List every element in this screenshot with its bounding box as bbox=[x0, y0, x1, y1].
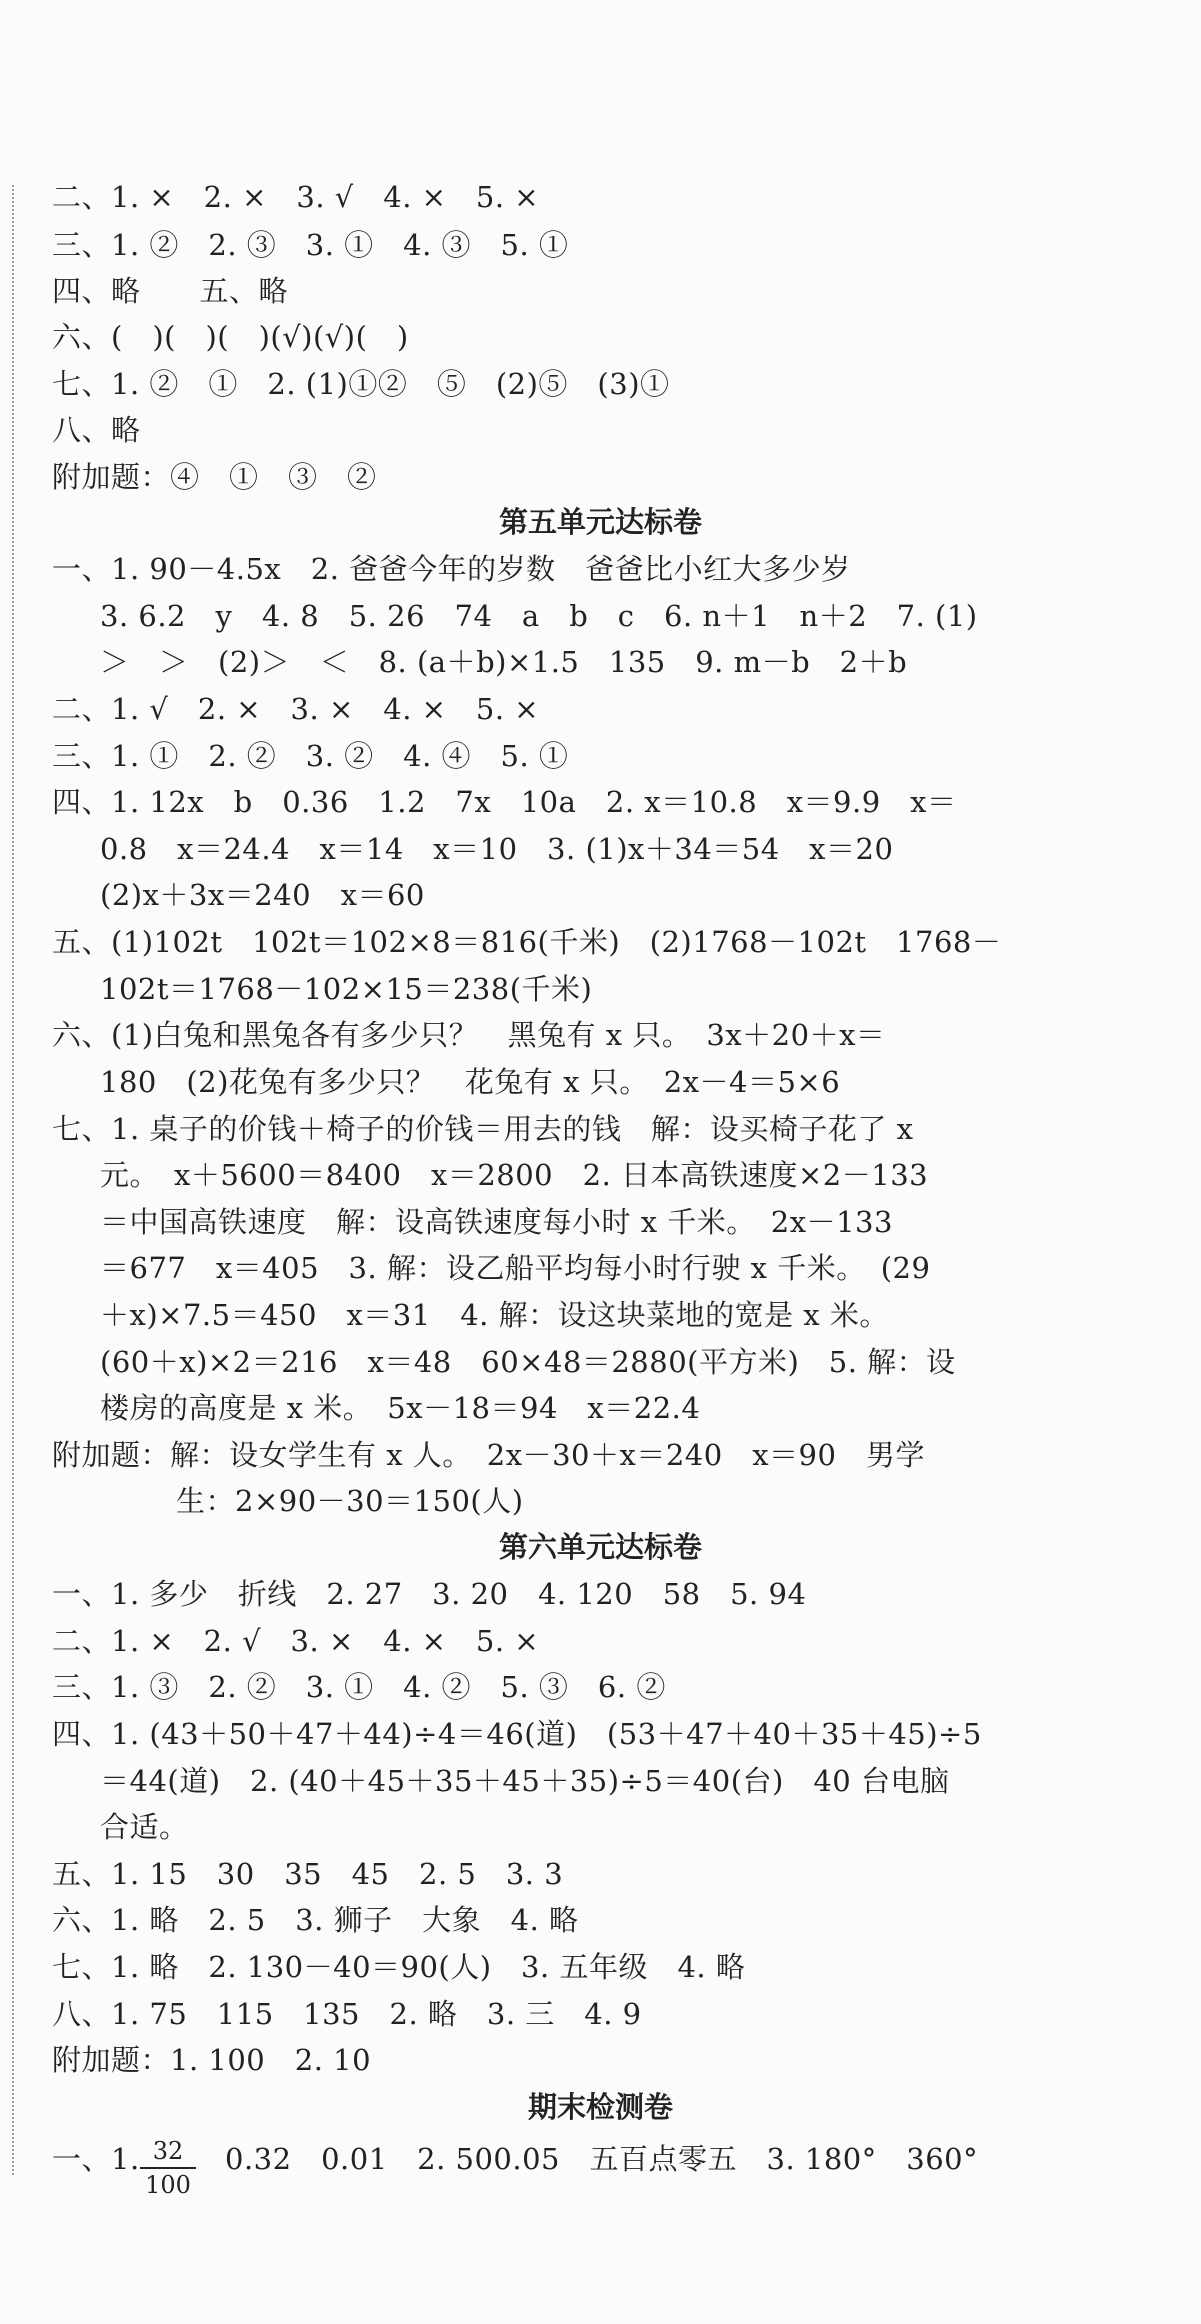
answer-line: 元。 x＋5600＝8400 x＝2800 2. 日本高铁速度×2－133 bbox=[100, 1158, 929, 1192]
answer-line: ＝中国高铁速度 解：设高铁速度每小时 x 千米。 2x－133 bbox=[100, 1205, 893, 1239]
answer-line: 四、略 五、略 bbox=[52, 274, 289, 308]
answer-line: 七、1. ② ① 2. (1)①② ⑤ (2)⑤ (3)① bbox=[52, 367, 670, 401]
answer-line: 附加题：④ ① ③ ② bbox=[52, 460, 377, 494]
binding-margin-line bbox=[12, 185, 14, 2175]
answer-line: (60＋x)×2＝216 x＝48 60×48＝2880(平方米) 5. 解：设 bbox=[100, 1345, 956, 1379]
answer-line: 三、1. ① 2. ② 3. ② 4. ④ 5. ① bbox=[52, 739, 569, 773]
answer-line: 180 (2)花兔有多少只？ 花兔有 x 只。 2x－4＝5×6 bbox=[100, 1065, 841, 1099]
answer-line: 附加题：1. 100 2. 10 bbox=[52, 2043, 372, 2077]
section-heading-final: 期末检测卷 bbox=[527, 2090, 673, 2124]
section-heading-unit5: 第五单元达标卷 bbox=[498, 505, 702, 539]
answer-line: 七、1. 略 2. 130－40＝90(人) 3. 五年级 4. 略 bbox=[52, 1950, 746, 1984]
answer-line: ＝44(道) 2. (40＋45＋35＋45＋35)÷5＝40(台) 40 台电脑 bbox=[100, 1764, 950, 1798]
answer-line: 合适。 bbox=[100, 1810, 189, 1844]
fraction-denominator: 100 bbox=[145, 2171, 191, 2199]
answer-line: 楼房的高度是 x 米。 5x－18＝94 x＝22.4 bbox=[100, 1391, 701, 1425]
answer-line: ＝677 x＝405 3. 解：设乙船平均每小时行驶 x 千米。 (29 bbox=[100, 1251, 931, 1285]
answer-line: 一、1. 多少 折线 2. 27 3. 20 4. 120 58 5. 94 bbox=[52, 1577, 807, 1611]
answer-line: 七、1. 桌子的价钱＋椅子的价钱＝用去的钱 解：设买椅子花了 x bbox=[52, 1112, 914, 1146]
answer-line: 二、1. × 2. √ 3. × 4. × 5. × bbox=[52, 1624, 540, 1658]
answer-line: 五、(1)102t 102t＝102×8＝816(千米) (2)1768－102t 1768－ bbox=[52, 925, 1002, 959]
answer-line: ＞ ＞ (2)＞ ＜ 8. (a＋b)×1.5 135 9. m－b 2＋b bbox=[100, 645, 908, 679]
answer-line: 六、(1)白兔和黑兔各有多少只？ 黑兔有 x 只。 3x＋20＋x＝ bbox=[52, 1018, 886, 1052]
answer-line: 五、1. 15 30 35 45 2. 5 3. 3 bbox=[52, 1857, 564, 1891]
answer-line: 四、1. 12x b 0.36 1.2 7x 10a 2. x＝10.8 x＝9.9 x＝ bbox=[52, 785, 957, 819]
answer-line: 二、1. √ 2. × 3. × 4. × 5. × bbox=[52, 692, 540, 726]
answer-line: 0.32 0.01 2. 500.05 五百点零五 3. 180° 360° bbox=[225, 2142, 979, 2176]
answer-line: 六、1. 略 2. 5 3. 狮子 大象 4. 略 bbox=[52, 1903, 579, 1937]
fraction-numerator: 32 bbox=[140, 2137, 196, 2169]
answer-line: 二、1. × 2. × 3. √ 4. × 5. × bbox=[52, 180, 540, 214]
answer-line: 三、1. ③ 2. ② 3. ① 4. ② 5. ③ 6. ② bbox=[52, 1670, 666, 1704]
answer-line: ＋x)×7.5＝450 x＝31 4. 解：设这块菜地的宽是 x 米。 bbox=[100, 1298, 889, 1332]
answer-line: 102t＝1768－102×15＝238(千米) bbox=[100, 972, 593, 1006]
answer-line: 一、1. bbox=[52, 2142, 140, 2176]
answer-line: 六、( )( )( )(√)(√)( ) bbox=[52, 320, 409, 354]
answer-line: 八、略 bbox=[52, 413, 141, 447]
answer-line: 四、1. (43＋50＋47＋44)÷4＝46(道) (53＋47＋40＋35＋45)÷5 bbox=[52, 1717, 982, 1751]
answer-line: 3. 6.2 y 4. 8 5. 26 74 a b c 6. n＋1 n＋2 7. (1) bbox=[100, 599, 978, 633]
answer-line: 附加题：解：设女学生有 x 人。 2x－30＋x＝240 x＝90 男学 bbox=[52, 1438, 925, 1472]
answer-line: 三、1. ② 2. ③ 3. ① 4. ③ 5. ① bbox=[52, 228, 569, 262]
answer-line: 生：2×90－30＝150(人) bbox=[176, 1484, 524, 1518]
fraction bbox=[140, 2137, 196, 2199]
answer-line: (2)x＋3x＝240 x＝60 bbox=[100, 878, 425, 912]
answer-line: 八、1. 75 115 135 2. 略 3. 三 4. 9 bbox=[52, 1997, 642, 2031]
answer-line: 一、1. 90－4.5x 2. 爸爸今年的岁数 爸爸比小红大多少岁 bbox=[52, 552, 851, 586]
section-heading-unit6: 第六单元达标卷 bbox=[498, 1530, 702, 1564]
answer-line: 0.8 x＝24.4 x＝14 x＝10 3. (1)x＋34＝54 x＝20 bbox=[100, 832, 894, 866]
